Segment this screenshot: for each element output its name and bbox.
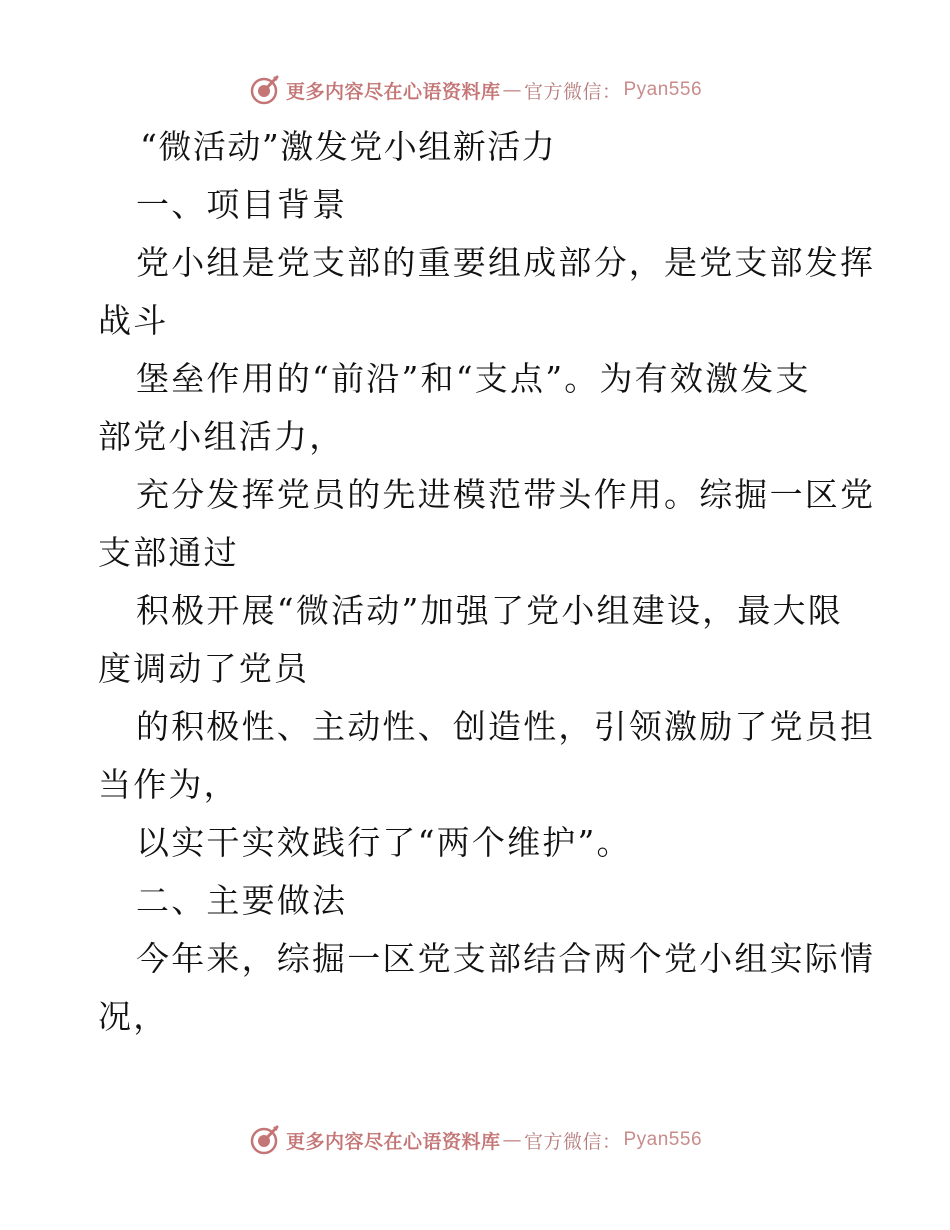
document-body	[98, 118, 876, 1046]
paragraph-line: 党小组是党支部的重要组成部分，是党支部发挥	[136, 243, 876, 282]
watermark-sub-text: 官方微信：	[523, 80, 622, 103]
section-heading-methods: 二、主要做法	[136, 881, 348, 920]
footer-watermark	[0, 1120, 950, 1160]
paragraph-line: 以实干实效践行了“两个维护”。	[136, 823, 632, 862]
watermark-separator: —	[502, 79, 522, 101]
paragraph-line: 堡垒作用的“前沿”和“支点”。为有效激发支	[136, 359, 811, 398]
document-title: “微活动”激发党小组新活力	[140, 127, 557, 166]
header-watermark	[0, 70, 950, 110]
paragraph-line: 充分发挥党员的先进模范带头作用。综掘一区党	[136, 475, 876, 514]
watermark-sub-text: 官方微信：	[523, 1130, 622, 1153]
paragraph-line: 的积极性、主动性、创造性，引领激励了党员担	[136, 707, 876, 746]
paragraph-line: 部党小组活力，	[98, 417, 345, 456]
watermark-main-text: 更多内容尽在心语资料库	[285, 80, 501, 103]
section-heading-background: 一、项目背景	[136, 185, 348, 224]
paragraph-line: 战斗	[98, 301, 169, 340]
watermark-wechat-id: Pyan556	[623, 79, 703, 100]
pen-logo-icon	[248, 1124, 280, 1156]
paragraph-line: 况，	[98, 997, 169, 1036]
paragraph-line: 积极开展“微活动”加强了党小组建设，最大限	[136, 591, 843, 630]
paragraph-line: 当作为，	[98, 765, 239, 804]
pen-logo-icon	[248, 74, 280, 106]
paragraph-line: 今年来，综掘一区党支部结合两个党小组实际情	[136, 939, 876, 978]
paragraph-line: 支部通过	[98, 533, 239, 572]
watermark-main-text: 更多内容尽在心语资料库	[285, 1130, 501, 1153]
paragraph-line: 度调动了党员	[98, 649, 310, 688]
watermark-wechat-id: Pyan556	[623, 1129, 703, 1150]
watermark-separator: —	[502, 1129, 522, 1151]
